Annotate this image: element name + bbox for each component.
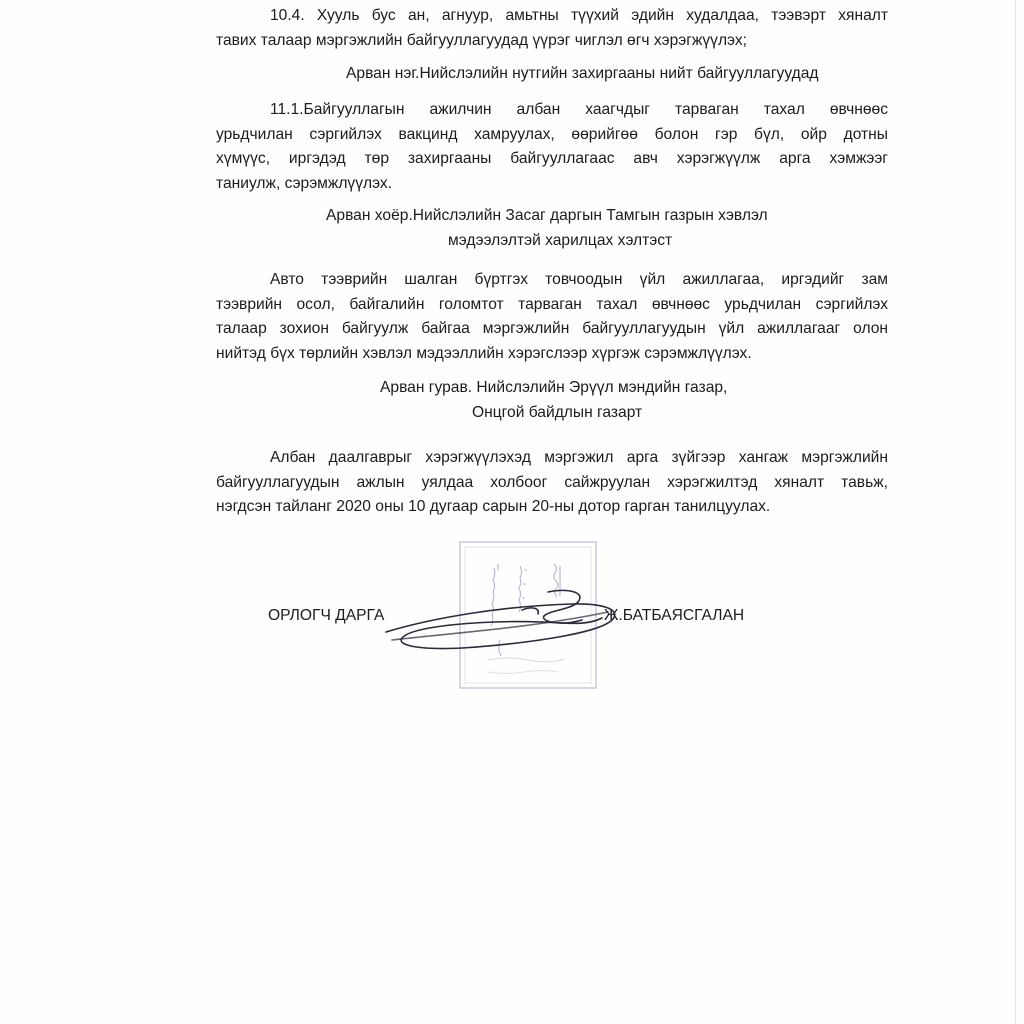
heading-line: Арван гурав. Нийслэлийн Эрүүл мэндийн газар, (380, 379, 728, 396)
paragraph-12 (216, 268, 888, 366)
paragraph-line: урьдчилан сэргийлэх вакцинд хамруулах, өөрийгөө болон гэр бүл, ойр дотны (216, 125, 888, 143)
signatory-name: Ж.БАТБАЯСГАЛАН (604, 607, 745, 624)
paragraph-10-4 (216, 4, 888, 53)
handwritten-signature (372, 570, 632, 670)
scan-edge (1015, 0, 1016, 1024)
paragraph-line: нэгдсэн тайланг 2020 оны 10 дугаар сарын 20-ны дотор гарган танилцуулах. (216, 498, 771, 515)
paragraph-line: хүмүүс, иргэдэд төр захиргааны байгууллагаас авч хэрэгжүүлж арга хэмжээг (216, 150, 888, 167)
paragraph-line: тээврийн осол, байгалийн голомтот тарваган тахал өвчнөөс урьдчилан сэргийлэх (216, 295, 888, 313)
signatory-title: ОРЛОГЧ ДАРГА (268, 607, 385, 624)
heading-line: мэдээлэлтэй харилцах хэлтэст (448, 231, 673, 249)
heading-line: Арван нэг.Нийслэлийн нутгийн захиргааны нийт байгууллагуудад (346, 65, 819, 82)
paragraph-line: 10.4. Хууль бус ан, агнуур, амьтны түүхий эдийн худалдаа, тээвэрт хяналт (270, 7, 888, 24)
paragraph-13 (216, 446, 888, 520)
paragraph-line: таниулж, сэрэмжлүүлэх. (216, 174, 393, 192)
paragraph-line: нийтэд бүх төрлийн хэвлэл мэдээллийн хэрэгслээр хүргэж сэрэмжлүүлэх. (216, 344, 752, 362)
heading-line: Арван хоёр.Нийслэлийн Засаг даргын Тамгын газрын хэвлэл (326, 207, 768, 224)
paragraph-line: байгууллагуудын ажлын уялдаа холбоог сайжруулан хэрэгжилтэд хяналт тавьж, (216, 473, 888, 491)
paragraph-line: тавих талаар мэргэжлийн байгууллагуудад үүрэг чиглэл өгч хэрэгжүүлэх; (216, 31, 747, 49)
heading-section-11 (216, 62, 888, 87)
paragraph-line: талаар зохион байгуулж байгаа мэргэжлийн байгууллагуудын үйл ажиллагааг олон (216, 320, 888, 337)
paragraph-11-1 (216, 98, 888, 196)
heading-line: Онцгой байдлын газарт (472, 403, 643, 421)
paragraph-line: 11.1.Байгууллагын ажилчин албан хаагчдыг тарваган тахал өвчнөөс (270, 101, 888, 118)
heading-section-12 (216, 204, 888, 253)
paragraph-line: Албан даалгаврыг хэрэгжүүлэхэд мэргэжил арга зүйгээр хангаж мэргэжлийн (270, 449, 888, 466)
heading-section-13 (216, 376, 888, 425)
paragraph-line: Авто тээврийн шалган бүртгэх товчоодын үйл ажиллагаа, иргэдийг зам (270, 271, 888, 288)
